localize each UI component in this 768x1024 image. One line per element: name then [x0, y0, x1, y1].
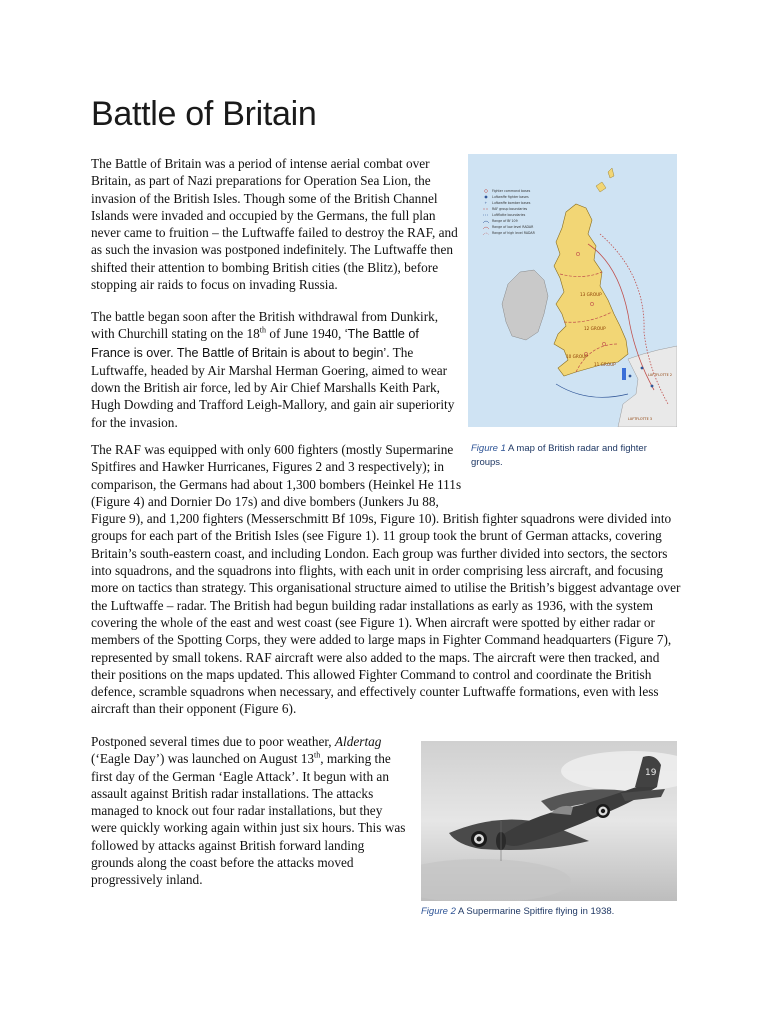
legend-item: Fighter command bases: [492, 189, 531, 193]
paragraph-eagle-text-b: (‘Eagle Day’) was launched on August 13: [91, 751, 315, 767]
figure-2-caption: [421, 905, 677, 919]
figure-1-tag: Figure 1: [471, 443, 506, 454]
legend-item: Luftwaffe bomber bases: [492, 201, 531, 205]
superscript-th: th: [259, 325, 267, 335]
map-label-11-group: 11 GROUP: [594, 362, 616, 367]
figure-1-caption: [471, 442, 676, 470]
paragraph-eagle-day: [91, 733, 409, 889]
map-label-luftflotte-3: LUFTFLOTTE 3: [628, 417, 653, 421]
spitfire-icon: [421, 741, 677, 901]
paragraph-eagle-text-a: Postponed several times due to poor weather,: [91, 734, 335, 749]
paragraph-eagle-text-c: , marking the first day of the German ‘Eagle Attack’. It begun with an assault against British radar installations. The attacks managed to knock out four radar installations, but they were quickly working again within just six hours. This was followed by attacks against British forward landing grounds along the coast before the attacks moved progressively inland.: [91, 751, 406, 888]
britain-map-icon: [468, 154, 677, 427]
legend-item: Range of low level RADAR: [492, 225, 534, 229]
paragraph-raf-organisation: [91, 441, 684, 718]
svg-text:+: +: [484, 201, 488, 205]
paragraph-dunkirk-text-b: of June 1940,: [266, 326, 345, 342]
paragraph-dunkirk: [91, 308, 459, 431]
paragraph-dunkirk-text-c: . The Luftwaffe, headed by Air Marshal Herman Goering, aimed to wear down the British air force, led by Air Chief Marshalls Keith Park, Hugh Dowding and Trafford Leigh-Mallory, and gain air superiority for the invasion.: [91, 344, 455, 430]
paragraph-dunkirk-text-a: The battle began soon after the British withdrawal from Dunkirk, with Churchill stating on the 18: [91, 309, 439, 342]
aldertag-term: Aldertag: [334, 734, 382, 749]
map-label-luftflotte-2: LUFTFLOTTE 2: [648, 373, 673, 377]
map-label-13-group: 13 GROUP: [580, 292, 602, 297]
legend-item: Range of high level RADAR: [492, 231, 535, 235]
legend-item: Luftwaffe fighter bases: [492, 195, 529, 199]
legend-item: RAF group boundaries: [492, 207, 528, 211]
figure-2-caption-text: A Supermarine Spitfire flying in 1938.: [455, 906, 615, 917]
figure-2-tag: Figure 2: [421, 906, 456, 917]
map-label-12-group: 12 GROUP: [584, 326, 606, 331]
figure-2-photo: [421, 741, 677, 901]
tail-code: 19: [645, 768, 657, 778]
superscript-th: th: [314, 750, 321, 760]
paragraph-raf-text: The RAF was equipped with only 600 fighters (mostly Supermarine Spitfires and Hawker Hurricanes, Figures 2 and 3 respectively); in comparison, the Germans had about 1,300 bombers (Heinkel He 111s (Figure 4) and Dornier Do 17s) and dive bombers (Junkers Ju 88, Figure 9), and 1,200 fighters (Messerschmitt Bf 109s, Figure 10). British fighter squadrons were divided into groups for each part of the British Isles (see Figure 1). 11 group took the brunt of German attacks, covering Britain’s south-eastern coast, and including London. Each group was further divided into sectors, the sectors into squadrons, and the squadrons into flights, with each unit in order comprising less aircraft, and focusing more on tactics than strategy. This organisational structure aimed to utilise the British’s biggest advantage over the Luftwaffe – radar. The British had begun building radar installations as early as 1936, with the system covering the whole of the east and west coast (see Figure 1). When aircraft were spotted by either radar or members of the Spotting Corps, they were added to large maps in Fighter Command headquarters (Figure 7), represented by small tokens. RAF aircraft were also added to the maps. The aircraft were then tracked, and their positions on the maps updated. This allowed Fighter Command to control and coordinate the British defence, scramble squadrons when necessary, and effectively counter Luftwaffe formations, even with less aircraft than their opponent (Figure 6).: [91, 442, 681, 717]
page-title: Battle of Britain: [91, 95, 317, 133]
map-label-10-group: 10 GROUP: [566, 354, 588, 359]
legend-item: Range of Bf 109: [492, 219, 518, 223]
paragraph-intro: The Battle of Britain was a period of intense aerial combat over Britain, as part of Nazi preparations for Operation Sea Lion, the invasion of the British Isles. Though some of the British Channel Islands were invaded and occupied by the Germans, the full plan never came to fruition – the Luftwaffe failed to destroy the RAF, and as such the invasion was postponed indefinitely. The Luftwaffe then shifted their attention to bombing British cities (the Blitz), before stopping air raids to focus on invading Russia.: [91, 156, 458, 293]
legend-item: Luftflotte boundaries: [492, 213, 526, 217]
figure-1-caption-text: A map of British radar and fighter groups.: [471, 443, 647, 468]
figure-1-map: [468, 154, 677, 427]
churchill-quote: ‘The Battle of France is over. The Battle of Britain is about to begin’: [91, 327, 419, 360]
